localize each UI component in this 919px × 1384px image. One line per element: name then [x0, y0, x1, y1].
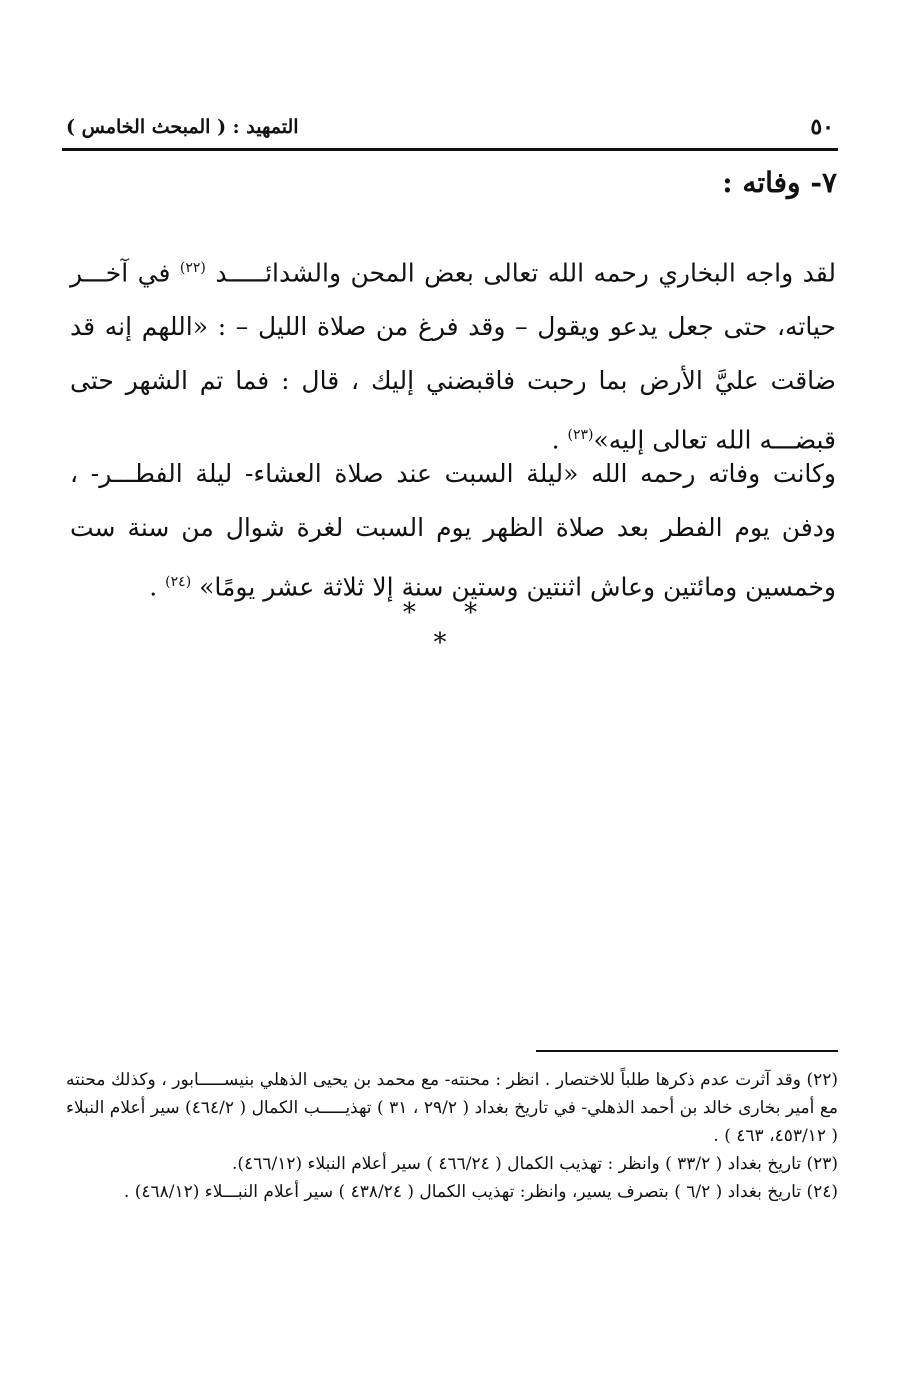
- footnote-divider: [536, 1050, 838, 1052]
- footnote-ref-24: (٢٤): [165, 574, 192, 590]
- section-heading: ٧- وفاته :: [722, 166, 837, 199]
- section-separator: * * *: [402, 598, 498, 658]
- paragraph-text: في آخـــر حياته، حتى جعل يدعو ويقول – وقد فرغ من صلاة الليل – : «اللهم إنه قد ضاقت عليَّ الأرض بما رحبت فاقبضني إليك ، قال : فما تم الشهر حتى قبضـــه الله تعالى إليه»: [70, 258, 836, 455]
- footnotes: [66, 1066, 838, 1206]
- paragraph-death-date: [70, 447, 836, 614]
- paragraph-death-trials: [70, 241, 836, 468]
- footnote-24: (٢٤) تاريخ بغداد ( ٦/٢ ) بتصرف يسير، وانظر: تهذيب الكمال ( ٤٣٨/٢٤ ) سير أعلام النبـــلاء (٤٦٨/١٢) .: [123, 1182, 838, 1202]
- footnote-23: (٢٣) تاريخ بغداد ( ٣٣/٢ ) وانظر : تهذيب الكمال ( ٤٦٦/٢٤ ) سير أعلام النبلاء (٤٦٦/١٢).: [232, 1154, 838, 1174]
- paragraph-text: لقد واجه البخاري رحمه الله تعالى بعض المحن والشدائـــــد: [215, 258, 837, 288]
- running-title: التمهيد : ( المبحث الخامس ): [66, 116, 299, 138]
- paragraph-end: .: [551, 425, 560, 455]
- footnote-22: (٢٢) وقد آثرت عدم ذكرها طلباً للاختصار . انظر : محنته- مع محمد بن يحيى الذهلي بنيســـــابور ، وكذلك محنته مع أمير بخارى خالد بن أحمد الذهلي- في تاريخ بغداد ( ٢٩/٢ ، ٣١ ) تهذيـــــب الكمال ( ٤٦٤/٢) سير أعلام النبلاء ( ٤٥٣/١٢، ٤٦٣ ) .: [66, 1070, 838, 1146]
- paragraph-end: .: [149, 572, 158, 602]
- paragraph-text: وكانت وفاته رحمه الله «ليلة السبت عند صلاة العشاء- ليلة الفطـــر- ، ودفن يوم الفطر بعد صلاة الظهر يوم السبت لغرة شوال من سنة ست وخمسين ومائتين وعاش اثنتين وستين سنة إلا ثلاثة عشر يومًا»: [70, 459, 836, 602]
- footnote-ref-23: (٢٣): [567, 427, 594, 444]
- page-header: [62, 108, 838, 151]
- footnote-ref-22: (٢٢): [179, 260, 206, 276]
- page-number: ٥٠: [810, 114, 834, 140]
